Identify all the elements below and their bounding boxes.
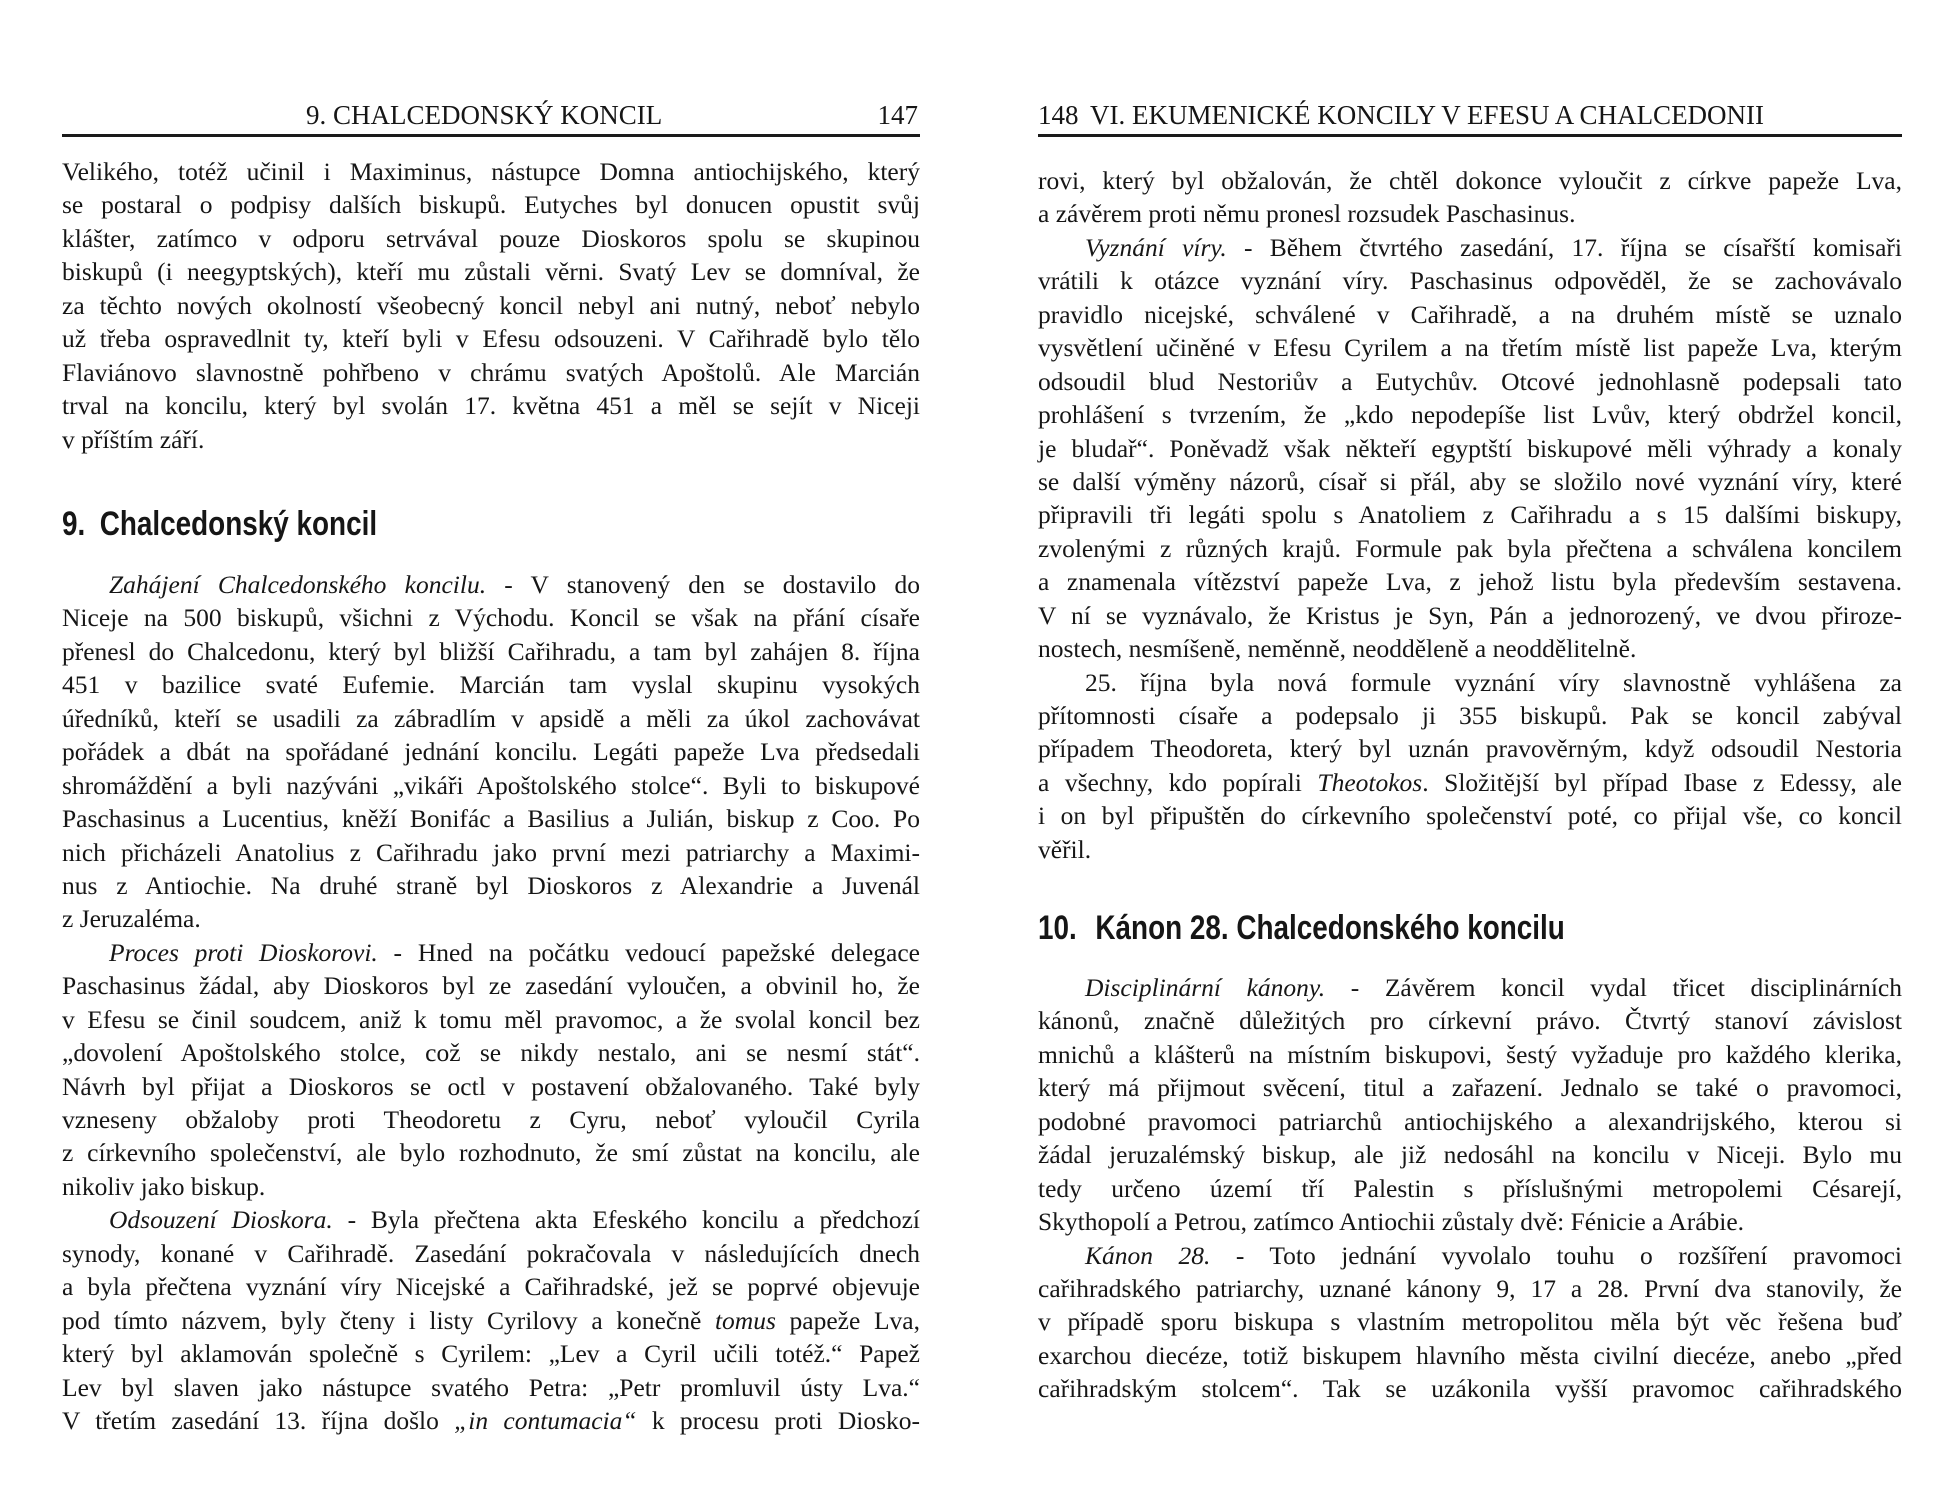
section-body: [1038, 971, 1902, 1406]
text-line: 25. října byla nová formule vyznání víry slavnostně vyhlášena za: [1085, 667, 1902, 697]
text-line: biskupů (i neegyptských), kteří mu zůstali věrni. Svatý Lev se domníval, že: [62, 257, 920, 287]
text-line: v případě sporu biskupa s vlastním metropolitou měla být věc řešena buď: [1038, 1307, 1902, 1337]
text-line: Skythopolí a Petrou, zatímco Antiochii zůstaly dvě: Fénicie a Arábie.: [1038, 1207, 1745, 1237]
text-line: v příštím září.: [62, 424, 205, 454]
text-line: který má přijmout svěcení, titul a zařazení. Jednalo se také o pravomoci,: [1038, 1073, 1902, 1103]
text-run: - V stanovený den se dostavilo do: [486, 570, 921, 599]
text-line: „dovolení Apoštolského stolce, což se nikdy nestalo, ani se nesmí stát“.: [62, 1038, 920, 1068]
page-number: 148: [1038, 100, 1079, 130]
text-line: přenesl do Chalcedonu, který byl bližší Cařihradu, a tam byl zahájen 8. října: [62, 636, 920, 666]
text-line: Návrh byl přijat a Dioskoros se octl v postavení obžalovaného. Také byly: [62, 1071, 920, 1101]
paragraph: [1038, 164, 1902, 231]
text-line: tedy určeno území tří Palestin s příslušnými metropolemi Césarejí,: [1038, 1173, 1902, 1203]
text-line: kánonů, značně důležitých pro církevní právo. Čtvrtý stanoví závislost: [1038, 1006, 1902, 1036]
text-line: synody, konané v Cařihradě. Zasedání pokračovala v následujících dnech: [62, 1238, 920, 1268]
text-line: připravili tři legáti spolu s Anatoliem z Cařihradu a s 15 dalšími biskupy,: [1038, 500, 1902, 530]
text-run: V třetím zasedání 13. října došlo: [62, 1405, 455, 1435]
header-rule: [62, 134, 920, 137]
text-line: Niceje na 500 biskupů, všichni z Východu. Koncil se však na přání císaře: [62, 603, 920, 633]
text-line: Velikého, totéž učinil i Maximinus, nástupce Domna antiochijského, který: [62, 157, 920, 186]
italic-run: Theotokos: [1317, 767, 1423, 797]
text-line: se další výměny názorů, císař si přál, aby se složilo nové vyznání víry, které: [1038, 466, 1902, 496]
italic-run: Disciplinární kánony.: [1085, 973, 1326, 1002]
text-line: [1038, 1239, 1902, 1272]
text-line: už třeba ospravedlnit ty, kteří byli v Efesu odsouzeni. V Cařihradě bylo tělo: [62, 324, 920, 354]
paragraph: [1038, 231, 1902, 666]
running-header: [62, 98, 920, 132]
section-title: Chalcedonský koncil: [99, 505, 378, 543]
italic-run: „in contumacia“: [454, 1405, 637, 1435]
text-line: podobné pravomoci patriarchů antiochijského a alexandrijského, kterou si: [1038, 1106, 1902, 1136]
italic-run: Zahájení Chalcedonského koncilu.: [109, 570, 487, 599]
paragraph: [62, 936, 920, 1204]
section-body: [62, 568, 920, 1437]
text-line: nus z Antiochie. Na druhé straně byl Dioskoros z Alexandrie a Juvenál: [62, 870, 920, 900]
text-line: vrátili k otázce vyznání víry. Paschasinus odpověděl, že se zachovávalo: [1038, 266, 1902, 296]
text-line: zvolenými z různých krajů. Formule pak byla přečtena a schválena koncilem: [1038, 533, 1902, 563]
paragraph: [1038, 971, 1902, 1239]
text-line: odsoudil blud Nestoriův a Eutychův. Otcové jednohlasně podepsali tato: [1038, 366, 1902, 396]
text-line: 451 v bazilice svaté Eufemie. Marcián tam vyslal skupinu vysokých: [62, 670, 920, 700]
text-line: nostech, nesmíšeně, neměnně, neodděleně a neoddělitelně.: [1038, 634, 1637, 664]
text-line: cařihradským stolcem“. Tak se uzákonila vyšší pravomoc cařihradského: [1038, 1374, 1902, 1404]
text-line: exarchou diecéze, totiž biskupem hlavního města civilní diecéze, anebo „před: [1038, 1340, 1902, 1370]
left-page: [62, 0, 920, 1500]
text-line: i on byl připuštěn do církevního společenství poté, co přijal vše, co koncil: [1038, 801, 1902, 831]
continued-text: [62, 155, 920, 456]
italic-run: Proces proti Dioskorovi.: [109, 937, 378, 967]
continued-text: [1038, 164, 1902, 866]
text-run: a všechny, kdo popírali: [1038, 767, 1318, 797]
italic-run: tomus: [714, 1305, 776, 1335]
text-line: úředníků, kteří se usadili za zábradlím v apsidě a měli za úkol zachovávat: [62, 703, 920, 733]
text-line: Lev byl slaven jako nástupce svatého Petra: „Petr promluvil ústy Lva.“: [62, 1372, 920, 1402]
running-head-title: VI. EKUMENICKÉ KONCILY V EFESU A CHALCEDONII: [1090, 100, 1765, 130]
section-heading: [1038, 906, 1565, 950]
text-line: prohlášení s tvrzením, že „kdo nepodepíše list Lvův, který obdržel koncil,: [1038, 400, 1902, 430]
text-line: mnichů a klášterů na místním biskupovi, šestý vyžaduje pro každého klerika,: [1038, 1039, 1902, 1069]
text-line: z Jeruzaléma.: [62, 904, 201, 934]
text-line: [62, 1304, 920, 1337]
header-rule: [1038, 134, 1902, 137]
text-run: - Během čtvrtého zasedání, 17. října se císařští komisaři: [1226, 232, 1902, 262]
text-line: V ní se vyznávalo, že Kristus je Syn, Pán a jednorozený, ve dvou přiroze-: [1038, 600, 1902, 630]
text-line: [62, 1404, 920, 1437]
text-line: který byl aklamován společně s Cyrilem: „Lev a Cyril učili totéž.“ Papež: [62, 1339, 920, 1369]
paragraph: [62, 568, 920, 936]
section-number: 10.: [1038, 909, 1077, 947]
text-line: v Efesu se činil soudcem, aniž k tomu měl pravomoc, a že svolal koncil bez: [62, 1004, 920, 1034]
text-line: nich přicházeli Anatolius z Cařihradu jako první mezi patriarchy a Maximi-: [62, 837, 920, 867]
paragraph: [62, 155, 920, 456]
paragraph: [62, 1203, 920, 1437]
text-line: cařihradského patriarchy, uznané kánony 9, 17 a 28. První dva stanovily, že: [1038, 1273, 1902, 1303]
text-run: - Toto jednání vyvolalo touhu o rozšíření pravomoci: [1210, 1240, 1902, 1270]
text-run: papeže Lva,: [775, 1305, 921, 1335]
text-line: věřil.: [1038, 834, 1092, 864]
text-line: žádal jeruzalémský biskup, ale již nedosáhl na koncilu v Niceji. Bylo mu: [1038, 1140, 1902, 1170]
text-line: a byla přečtena vyznání víry Nicejské a Cařihradské, jež se poprvé objevuje: [62, 1272, 920, 1302]
right-page: [1038, 0, 1902, 1500]
text-line: [1038, 971, 1902, 1004]
text-run: pod tímto názvem, byly čteny i listy Cyrilovy a konečně: [62, 1305, 715, 1335]
text-line: Flaviánovo slavnostně pohřbeno v chrámu svatých Apoštolů. Ale Marcián: [62, 357, 920, 387]
text-line: a znamenala vítězství papeže Lva, z jehož listu byla především sestavena.: [1038, 567, 1902, 597]
text-line: [1038, 766, 1902, 799]
section-title: Kánon 28. Chalcedonského koncilu: [1095, 909, 1565, 947]
italic-run: Vyznání víry.: [1085, 232, 1227, 262]
text-line: vzneseny obžaloby proti Theodoretu z Cyru, neboť vyloučil Cyrila: [62, 1105, 920, 1134]
text-run: - Byla přečtena akta Efeského koncilu a předchozí: [332, 1205, 920, 1235]
text-line: z církevního společenství, ale bylo rozhodnuto, že smí zůstat na koncilu, ale: [62, 1138, 920, 1168]
paragraph: [1038, 666, 1902, 867]
text-run: . Složitější byl případ Ibase z Edessy, ale: [1422, 767, 1902, 797]
text-line: [1038, 231, 1902, 264]
text-line: rovi, který byl obžalován, že chtěl dokonce vyloučit z církve papeže Lva,: [1038, 166, 1902, 195]
text-line: případem Theodoreta, který byl uznán pravověrným, když odsoudil Nestoria: [1038, 734, 1902, 764]
running-head-title: 9. CHALCEDONSKÝ KONCIL: [306, 100, 663, 130]
text-line: a závěrem proti němu pronesl rozsudek Paschasinus.: [1038, 199, 1576, 229]
section-heading: [62, 502, 377, 546]
text-line: za těchto nových okolností všeobecný koncil nebyl ani nutný, neboť nebylo: [62, 290, 920, 320]
text-line: přítomnosti císaře a podepsalo ji 355 biskupů. Pak se koncil zabýval: [1038, 701, 1902, 730]
text-line: se postaral o podpisy dalších biskupů. Eutyches byl donucen opustit svůj: [62, 190, 920, 220]
text-line: [62, 1203, 920, 1236]
page-number: 147: [877, 100, 918, 130]
running-header: [1038, 98, 1902, 132]
text-line: pravidlo nicejské, schválené v Cařihradě, a na druhém místě se uznalo: [1038, 299, 1902, 329]
italic-run: Kánon 28.: [1085, 1240, 1211, 1270]
text-run: - Závěrem koncil vydal třicet disciplinárních: [1325, 973, 1903, 1002]
text-line: je bludař“. Poněvadž však někteří egyptští biskupové měli výhrady a konaly: [1038, 433, 1902, 463]
section-number: 9.: [62, 505, 86, 543]
italic-run: Odsouzení Dioskora.: [109, 1205, 333, 1235]
text-line: pořádek a dbát na spořádané jednání koncilu. Legáti papeže Lva předsedali: [62, 737, 920, 767]
text-line: vysvětlení učiněné v Efesu Cyrilem a na třetím místě list papeže Lva, kterým: [1038, 333, 1902, 363]
text-line: Paschasinus žádal, aby Dioskoros byl ze zasedání vyloučen, a obvinil ho, že: [62, 971, 920, 1001]
text-line: klášter, zatímco v odporu setrvával pouze Dioskoros spolu se skupinou: [62, 223, 920, 253]
text-line: nikoliv jako biskup.: [62, 1171, 266, 1201]
text-line: shromáždění a byli nazýváni „vikáři Apoštolského stolce“. Byli to biskupové: [62, 770, 920, 800]
text-line: trval na koncilu, který byl svolán 17. května 451 a měl se sejít v Niceji: [62, 391, 920, 421]
text-line: [62, 568, 920, 601]
text-line: [62, 936, 920, 969]
text-run: k procesu proti Diosko-: [636, 1405, 920, 1435]
text-run: - Hned na počátku vedoucí papežské delegace: [377, 937, 921, 967]
text-line: Paschasinus a Lucentius, kněží Bonifác a Basilius a Julián, biskup z Coo. Po: [62, 804, 920, 834]
paragraph: [1038, 1239, 1902, 1406]
